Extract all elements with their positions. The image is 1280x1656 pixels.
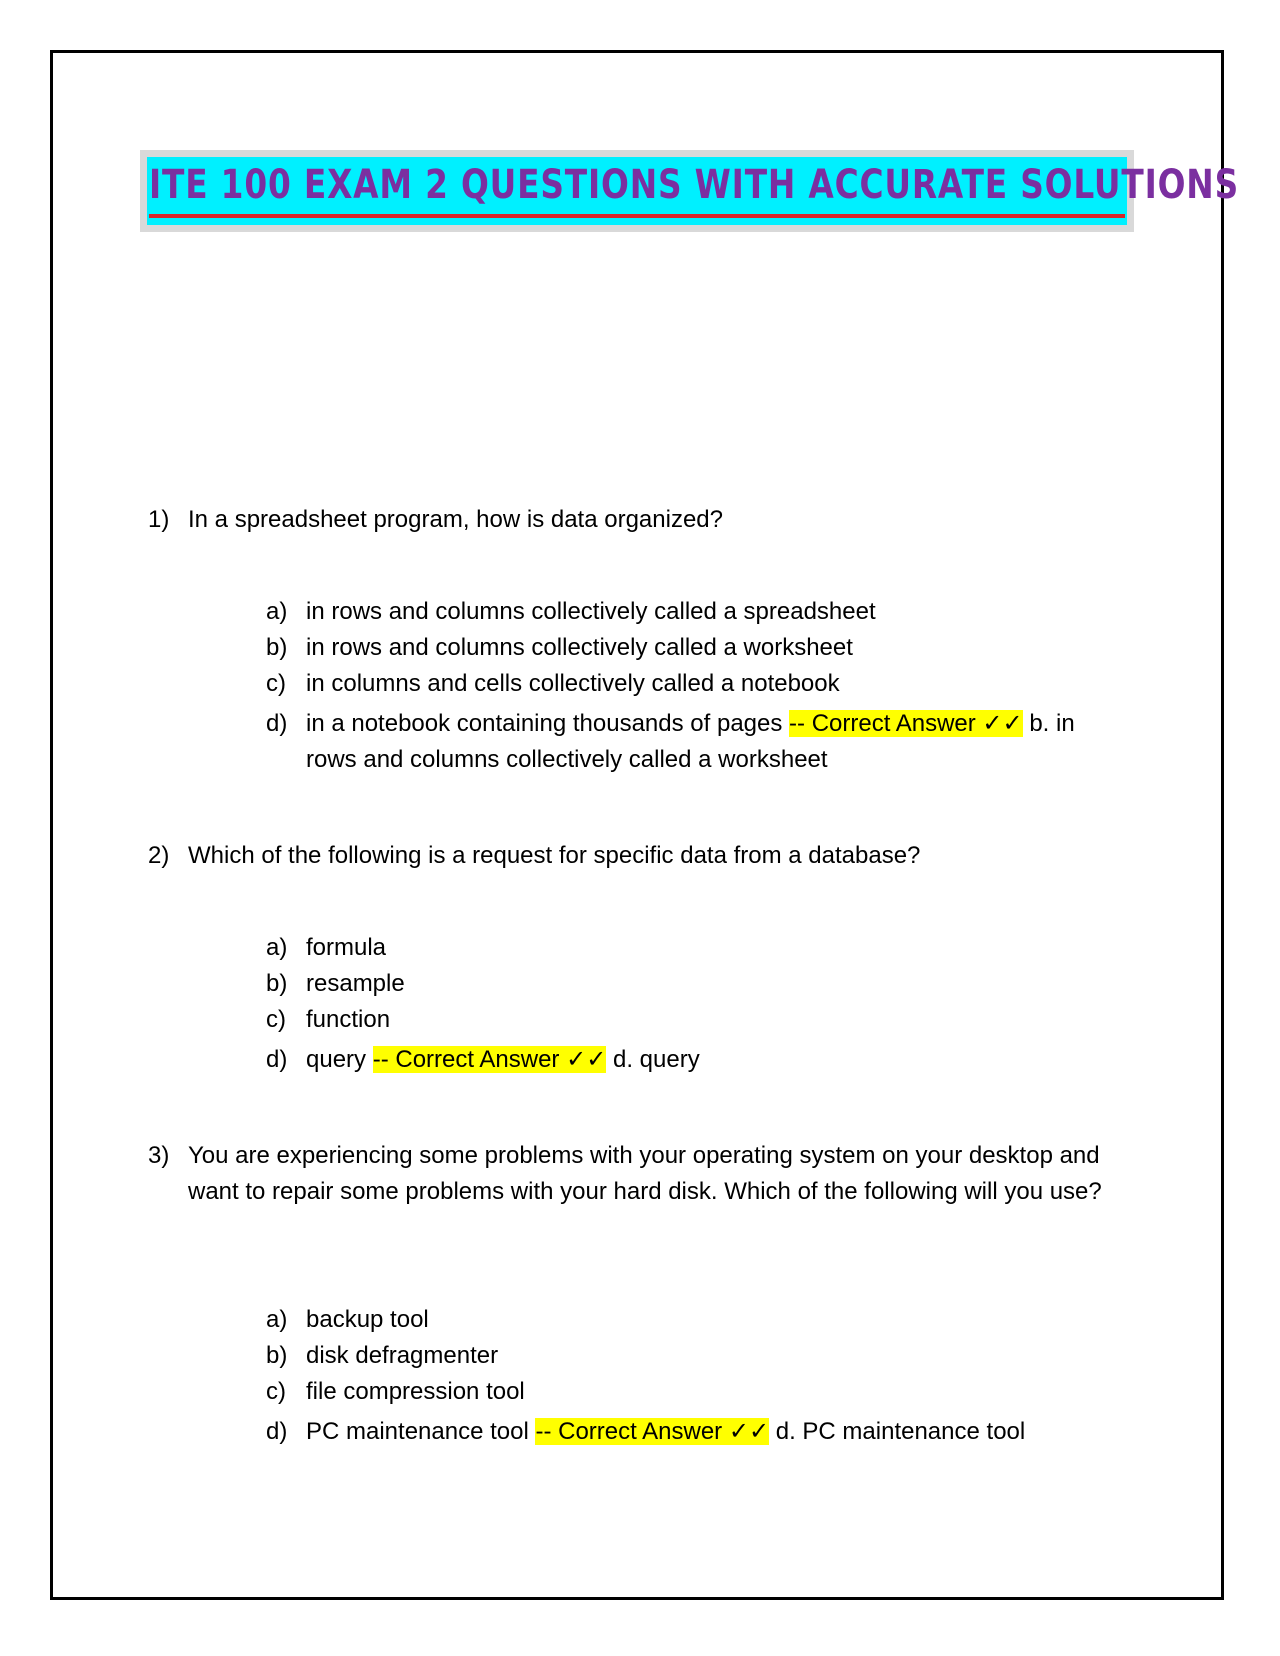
option-a (266, 594, 1126, 630)
option-text (306, 1414, 1126, 1450)
correct-answer-highlight: -- Correct Answer ✓✓ (535, 1418, 770, 1445)
option-text: in rows and columns collectively called a spreadsheet (306, 598, 876, 625)
option-letter: c) (266, 1006, 286, 1033)
option-c (266, 666, 1126, 702)
question-text: You are experiencing some problems with your operating system on your desktop and want to repair some problems with your hard disk. Which of the following will you use? (188, 1142, 1102, 1205)
option-letter: d) (266, 710, 288, 737)
option-a (266, 930, 1126, 966)
question-text: Which of the following is a request for specific data from a database? (188, 842, 921, 869)
option-text: function (306, 1006, 391, 1033)
option-letter: a) (266, 934, 288, 961)
correct-answer-highlight: -- Correct Answer ✓✓ (789, 710, 1023, 737)
option-text: in columns and cells collectively called a notebook (306, 670, 840, 697)
option-d-text: in a notebook containing thousands of pages (306, 710, 783, 737)
page-title: ITE 100 EXAM 2 QUESTIONS WITH ACCURATE SOLUTIONS (149, 162, 1240, 208)
option-text (306, 706, 1126, 778)
option-text: backup tool (306, 1306, 429, 1333)
correct-answer-highlight: -- Correct Answer ✓✓ (372, 1046, 607, 1073)
correct-answer-text: d. PC maintenance tool (775, 1418, 1026, 1445)
option-c (266, 1002, 1126, 1038)
option-letter: b) (266, 634, 288, 661)
option-text (306, 1042, 1126, 1078)
title-banner (140, 150, 1240, 232)
title-underline (149, 214, 1125, 218)
option-d (266, 706, 1126, 778)
option-text: formula (306, 934, 387, 961)
option-letter: a) (266, 598, 288, 625)
question-1-options (266, 594, 1126, 778)
correct-answer-text: b. in rows and columns collectively called a worksheet (306, 710, 1075, 773)
option-c (266, 1374, 1126, 1410)
option-d (266, 1414, 1126, 1450)
question-2 (148, 838, 1108, 874)
option-letter: d) (266, 1046, 288, 1073)
question-number: 1) (148, 506, 170, 533)
option-letter: a) (266, 1306, 288, 1333)
option-d-text: PC maintenance tool (306, 1418, 529, 1445)
option-a (266, 1302, 1126, 1338)
option-letter: b) (266, 1342, 288, 1369)
option-b (266, 1338, 1126, 1374)
question-number: 2) (148, 842, 170, 869)
question-2-options (266, 930, 1126, 1078)
option-text: disk defragmenter (306, 1342, 499, 1369)
question-number: 3) (148, 1142, 170, 1169)
option-d (266, 1042, 1126, 1078)
question-1 (148, 502, 1108, 538)
question-3 (148, 1138, 1108, 1210)
title-highlight (147, 157, 1240, 225)
option-letter: c) (266, 1378, 286, 1405)
option-letter: c) (266, 670, 286, 697)
option-b (266, 966, 1126, 1002)
option-letter: b) (266, 970, 288, 997)
correct-answer-text: d. query (612, 1046, 700, 1073)
option-text: file compression tool (306, 1378, 525, 1405)
option-letter: d) (266, 1418, 288, 1445)
question-3-options (266, 1302, 1126, 1450)
option-d-text: query (306, 1046, 367, 1073)
option-b (266, 630, 1126, 666)
question-text: In a spreadsheet program, how is data organized? (188, 506, 723, 533)
option-text: resample (306, 970, 405, 997)
option-text: in rows and columns collectively called a worksheet (306, 634, 853, 661)
